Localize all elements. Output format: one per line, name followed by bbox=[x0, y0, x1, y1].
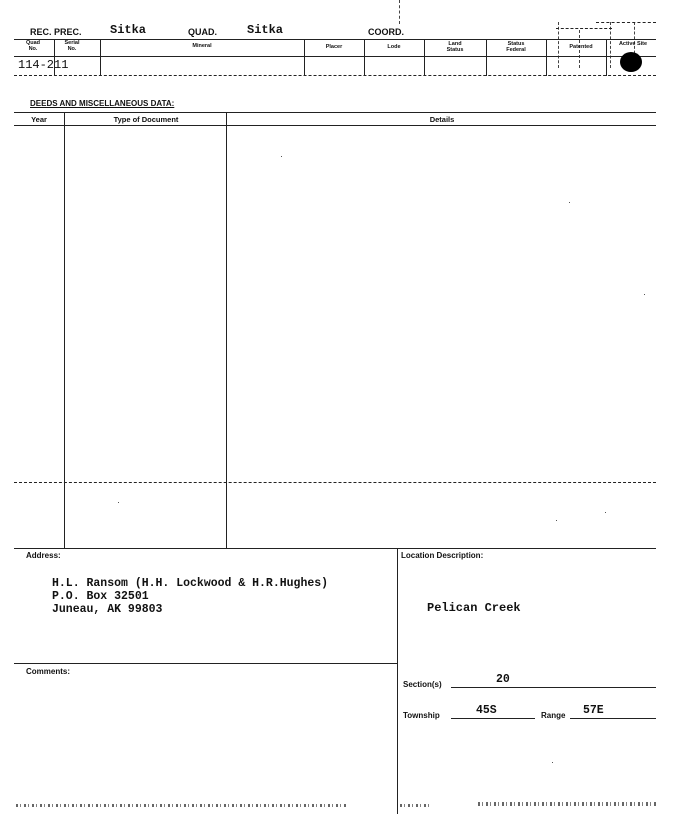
header-bottom-rule bbox=[14, 75, 656, 76]
township-value: 45S bbox=[476, 704, 497, 717]
address-block bbox=[52, 577, 328, 616]
col-year-header: Year bbox=[31, 115, 47, 124]
section-underline bbox=[451, 687, 656, 688]
quad-label: QUAD. bbox=[188, 27, 217, 37]
range-value: 57E bbox=[583, 704, 604, 717]
address-line: H.L. Ransom (H.H. Lockwood & H.R.Hughes) bbox=[52, 577, 329, 590]
status-federal-label: Status Federal bbox=[506, 41, 526, 53]
placer-label: Placer bbox=[325, 44, 343, 50]
section-label: Section(s) bbox=[403, 680, 442, 689]
lode-label: Lode bbox=[387, 44, 401, 50]
col-divider bbox=[424, 39, 425, 76]
address-label: Address: bbox=[26, 551, 61, 560]
header-rule bbox=[14, 56, 656, 57]
scan-speck bbox=[569, 202, 570, 203]
active-site-label: Active Site bbox=[618, 41, 648, 47]
scan-noise bbox=[478, 802, 658, 806]
range-underline bbox=[570, 718, 656, 719]
deeds-dashed-rule bbox=[14, 482, 656, 483]
address-line: P.O. Box 32501 bbox=[52, 590, 149, 603]
address-top-rule bbox=[14, 548, 656, 549]
patented-label: Patented bbox=[569, 44, 593, 50]
address-location-divider bbox=[397, 548, 398, 814]
active-site-fill-mark bbox=[620, 52, 642, 72]
deeds-title: DEEDS AND MISCELLANEOUS DATA: bbox=[30, 99, 175, 108]
deeds-rule bbox=[14, 112, 656, 113]
col-divider bbox=[486, 39, 487, 76]
township-underline bbox=[451, 718, 535, 719]
township-label: Township bbox=[403, 711, 440, 720]
quad-value: Sitka bbox=[247, 23, 284, 37]
scan-speck bbox=[118, 502, 119, 503]
col-divider bbox=[606, 39, 607, 76]
deeds-rule bbox=[14, 125, 656, 126]
coord-label: COORD. bbox=[368, 27, 404, 37]
rec-prec-label: REC. PREC. bbox=[30, 27, 82, 37]
address-line: Juneau, AK 99803 bbox=[52, 603, 163, 616]
col-divider bbox=[546, 39, 547, 76]
scan-speck bbox=[281, 156, 282, 157]
section-value: 20 bbox=[496, 673, 510, 686]
location-description-value: Pelican Creek bbox=[427, 601, 521, 615]
scan-noise bbox=[400, 804, 430, 807]
scan-speck bbox=[605, 512, 606, 513]
serial-no-label: Serial No. bbox=[64, 40, 80, 52]
rec-prec-value: Sitka bbox=[110, 23, 147, 37]
col-details-header: Details bbox=[429, 115, 455, 124]
comments-label: Comments: bbox=[26, 667, 71, 676]
land-status-label: Land Status bbox=[446, 41, 464, 53]
range-label: Range bbox=[541, 711, 566, 720]
scan-speck bbox=[556, 520, 557, 521]
patented-box-top bbox=[556, 28, 612, 29]
quad-no-value: 114-211 bbox=[18, 58, 69, 72]
top-crop-mark bbox=[399, 0, 400, 24]
mineral-label: Mineral bbox=[192, 43, 212, 49]
location-description-label: Location Description: bbox=[401, 551, 484, 560]
scan-noise bbox=[16, 804, 346, 807]
comments-top-rule bbox=[14, 663, 397, 664]
scan-speck bbox=[552, 762, 553, 763]
scan-speck bbox=[644, 294, 645, 295]
header-rule bbox=[14, 39, 656, 40]
col-type-header: Type of Document bbox=[113, 115, 179, 124]
active-box-top bbox=[596, 22, 656, 23]
quad-no-label: Quad No. bbox=[25, 40, 41, 52]
